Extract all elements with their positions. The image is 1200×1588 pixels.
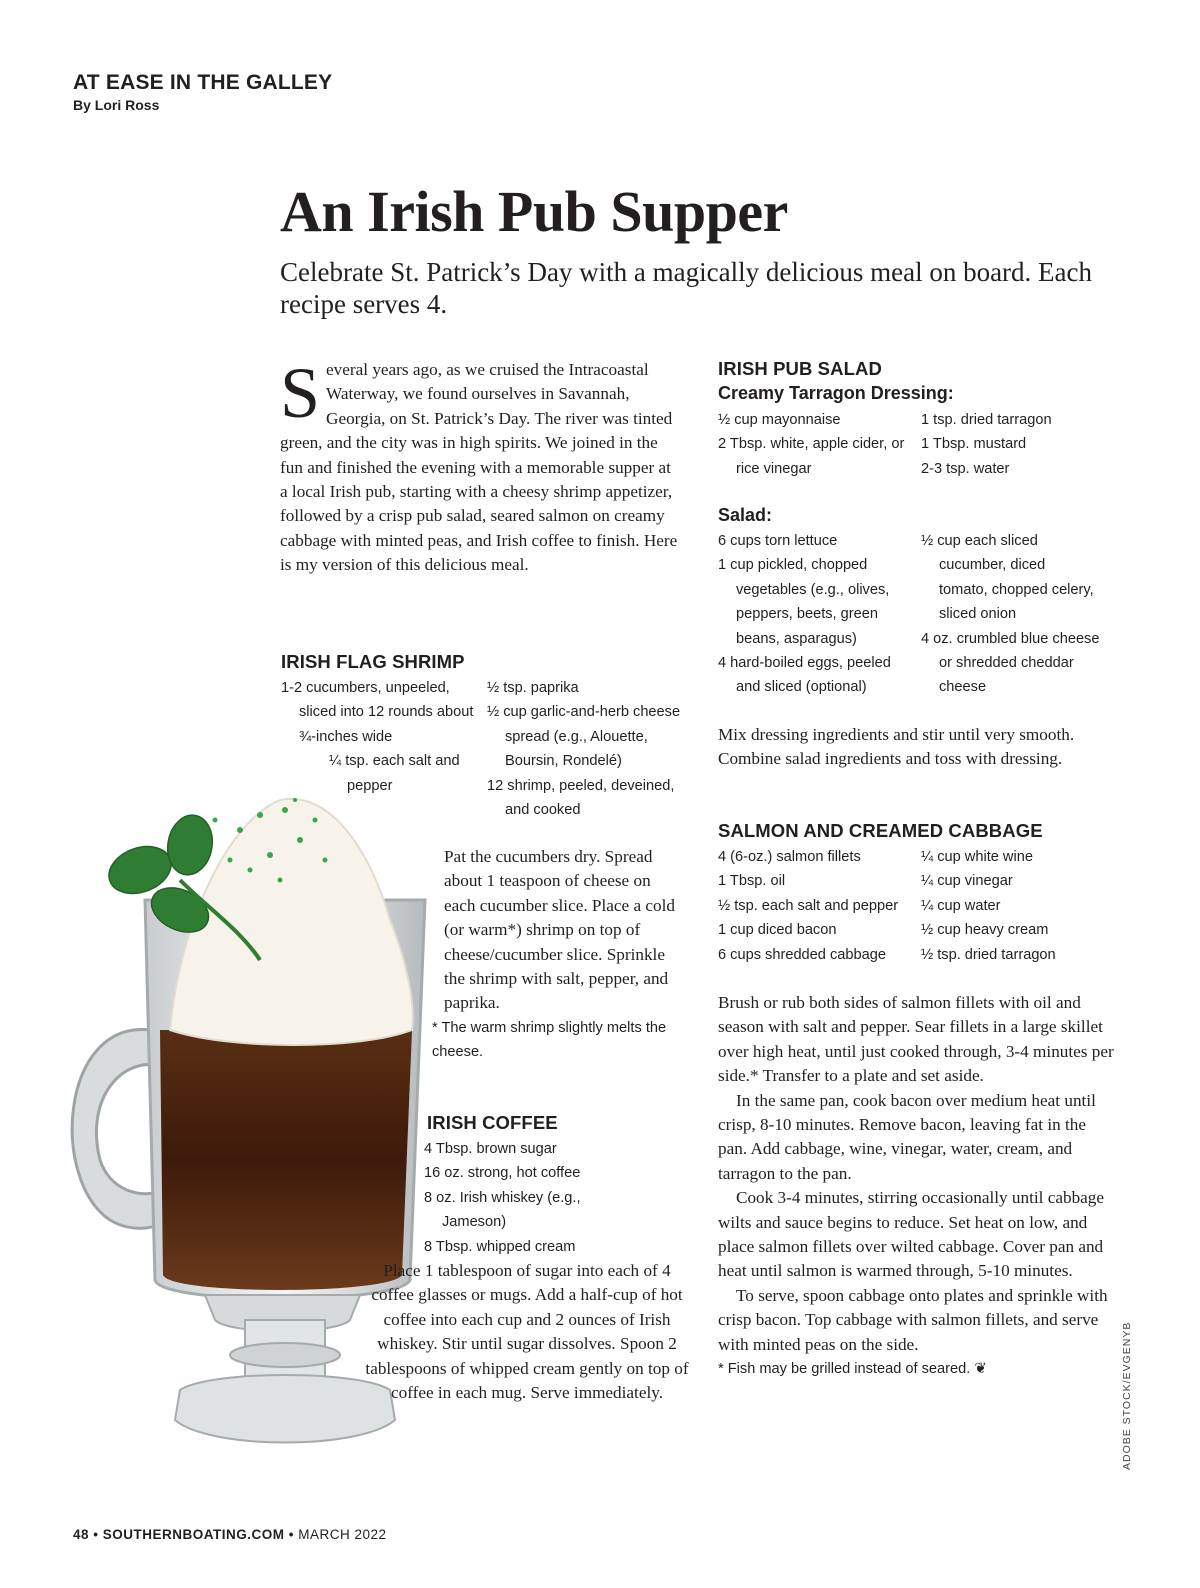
coffee-ingredients — [424, 1137, 684, 1259]
salad-subtitle: Salad: — [718, 505, 773, 525]
salmon-ingredients-col2 — [921, 845, 1121, 967]
shrimp-ingredients-col2 — [487, 676, 687, 822]
footer-separator: • — [288, 1527, 299, 1542]
ingredient: 2-3 tsp. water — [921, 460, 1010, 477]
dressing-subtitle: Creamy Tarragon Dressing: — [718, 383, 954, 403]
ingredient: 1 Tbsp. oil — [718, 873, 786, 890]
salad-ingredients-col2 — [921, 529, 1121, 700]
ingredient: 4 oz. crumbled blue cheese or shredded cheddar cheese — [921, 630, 1100, 696]
salmon-ingredients-col1 — [718, 845, 918, 967]
page-footer — [73, 1527, 387, 1542]
salmon-step: Cook 3-4 minutes, stirring occasionally until cabbage wilts and sauce begins to reduce. Set heat on low, and place salmon fillets over wilted cabbage. Cover pan and heat until salmon is warmed through, 5-10 minutes. — [718, 1188, 1105, 1281]
ingredient: ¼ tsp. each salt and pepper — [329, 753, 460, 794]
salmon-note-text: * Fish may be grilled instead of seared. — [718, 1361, 971, 1378]
ingredient: ½ tsp. dried tarragon — [921, 946, 1056, 963]
shrimp-recipe-title: IRISH FLAG SHRIMP — [281, 651, 465, 672]
byline: By Lori Ross — [73, 97, 160, 113]
salmon-step: Brush or rub both sides of salmon fillets with oil and season with salt and pepper. Sear fillets in a large skillet over high heat, until just cooked through, 3-4 minutes per side.* Transfer to a plate and set aside. — [718, 993, 1114, 1086]
end-mark-icon: ❦ — [974, 1360, 987, 1378]
salmon-directions — [718, 991, 1118, 1382]
shrimp-ingredients-col1 — [281, 676, 481, 798]
ingredient: ¼ cup white wine — [921, 849, 1033, 865]
footer-site: SOUTHERNBOATING.COM — [102, 1527, 285, 1542]
footer-separator: • — [93, 1527, 103, 1542]
dressing-ingredients-col1 — [718, 408, 918, 481]
drop-cap: S — [280, 353, 321, 433]
salad-recipe-title: IRISH PUB SALAD — [718, 358, 882, 379]
intro-paragraph — [280, 353, 680, 578]
dressing-ingredients-col2 — [921, 408, 1121, 481]
salmon-step: In the same pan, cook bacon over medium heat until crisp, 8-10 minutes. Remove bacon, leaving fat in the pan. Add cabbage, wine, vinegar, water, cream, and tarragon to the pan. — [718, 1090, 1096, 1183]
ingredient: 4 hard-boiled eggs, peeled and sliced (optional) — [718, 655, 891, 696]
photo-credit: ADOBE STOCK/EVGENYB — [1121, 1321, 1133, 1470]
ingredient: ¼ cup water — [921, 897, 1001, 914]
ingredient: 4 (6-oz.) salmon fillets — [718, 849, 861, 865]
coffee-recipe-title: IRISH COFFEE — [427, 1112, 558, 1133]
section-heading: AT EASE IN THE GALLEY — [73, 71, 333, 94]
ingredient: 16 oz. strong, hot coffee — [424, 1165, 581, 1182]
ingredient: ½ cup mayonnaise — [718, 412, 841, 428]
page-number: 48 — [73, 1527, 90, 1542]
ingredient: 8 Tbsp. whipped cream — [424, 1238, 576, 1255]
ingredient: ½ tsp. paprika — [487, 680, 579, 696]
salad-ingredients-col1 — [718, 529, 918, 700]
salmon-step: To serve, spoon cabbage onto plates and sprinkle with crisp bacon. Top cabbage with salmon fillets, and serve with minted peas on the side. — [718, 1285, 1108, 1354]
ingredient: 1 Tbsp. mustard — [921, 436, 1027, 453]
ingredient: 1 tsp. dried tarragon — [921, 412, 1052, 428]
article-title: An Irish Pub Supper — [280, 179, 788, 244]
intro-text: everal years ago, as we cruised the Intracoastal Waterway, we found ourselves in Savannah, Georgia, on St. Patrick’s Day. The river was tinted green, and the city was in high spirits. We joined in the fun and finished the evening with a memorable supper at a local Irish pub, starting with a cheesy shrimp appetizer, followed by a crisp pub salad, seared salmon on creamy cabbage with minted peas, and Irish coffee to finish. Here is my version of this delicious meal. — [280, 360, 678, 575]
salmon-note — [718, 1357, 1118, 1381]
ingredient: 6 cups torn lettuce — [718, 533, 838, 549]
ingredient: 6 cups shredded cabbage — [718, 946, 886, 963]
footer-issue: MARCH 2022 — [298, 1527, 387, 1542]
ingredient: ½ tsp. each salt and pepper — [718, 897, 899, 914]
ingredient: ¼ cup vinegar — [921, 873, 1013, 890]
ingredient: 1 cup pickled, chopped vegetables (e.g., olives, peppers, beets, green beans, asparagus) — [718, 557, 890, 647]
ingredient: 2 Tbsp. white, apple cider, or rice vinegar — [718, 436, 905, 477]
ingredient: 1 cup diced bacon — [718, 922, 837, 939]
ingredient: 1-2 cucumbers, unpeeled, sliced into 12 rounds about ¾-inches wide — [281, 680, 474, 745]
ingredient: 12 shrimp, peeled, deveined, and cooked — [487, 777, 675, 819]
ingredient: ½ cup each sliced cucumber, diced tomato, chopped celery, sliced onion — [921, 533, 1094, 623]
shrimp-note: * The warm shrimp slightly melts the cheese. — [432, 1019, 667, 1061]
ingredient: 8 oz. Irish whiskey (e.g., Jameson) — [424, 1189, 581, 1231]
salad-directions: Mix dressing ingredients and stir until very smooth. Combine salad ingredients and toss with dressing. — [718, 725, 1075, 769]
article-subtitle: Celebrate St. Patrick’s Day with a magically delicious meal on board. Each recipe serves 4. — [280, 257, 1093, 319]
ingredient: ½ cup garlic-and-herb cheese spread (e.g., Alouette, Boursin, Rondelé) — [487, 704, 681, 770]
salmon-recipe-title: SALMON AND CREAMED CABBAGE — [718, 820, 1043, 841]
coffee-directions: Place 1 tablespoon of sugar into each of 4 coffee glasses or mugs. Add a half-cup of hot coffee into each cup and 2 ounces of Irish whiskey. Stir until sugar dissolves. Spoon 2 tablespoons of whipped cream gently on top of coffee in each mug. Serve immediately. — [365, 1261, 689, 1403]
shrimp-directions-text: Pat the cucumbers dry. Spread about 1 teaspoon of cheese on each cucumber slice. Place a cold (or warm*) shrimp on top of cheese/cucumber slice. Sprinkle the shrimp with salt, pepper, and paprika. — [444, 847, 675, 1013]
ingredient: ½ cup heavy cream — [921, 922, 1049, 939]
shrimp-directions — [432, 845, 682, 1065]
ingredient: 4 Tbsp. brown sugar — [424, 1141, 557, 1157]
